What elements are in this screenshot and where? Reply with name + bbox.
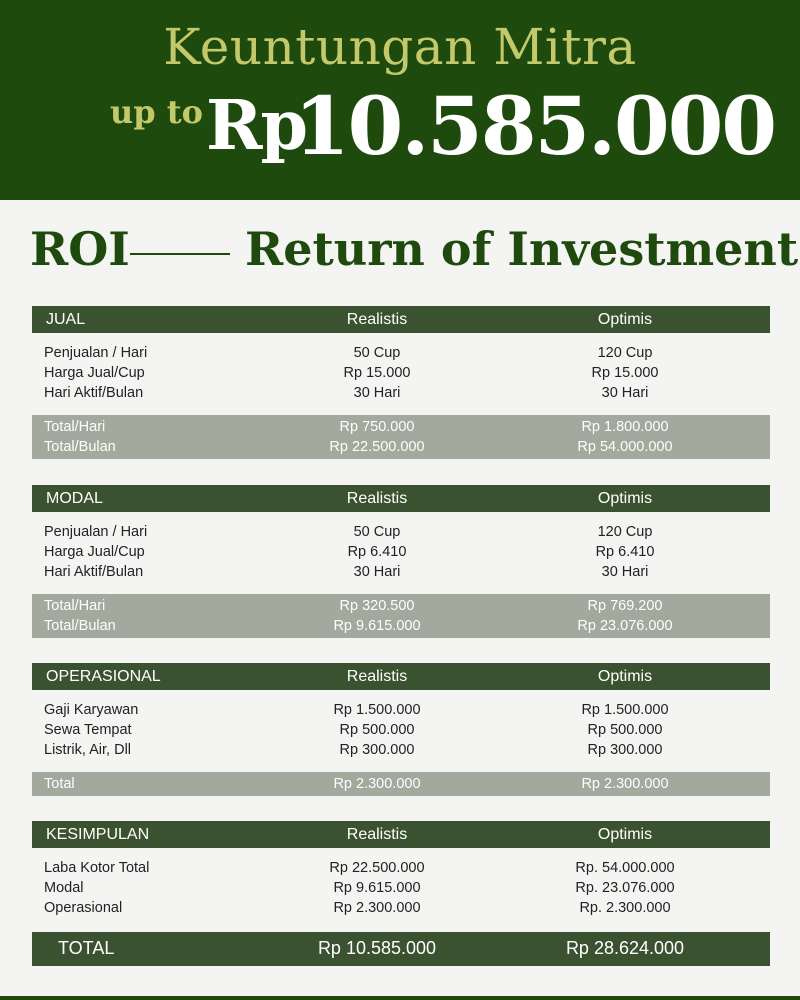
row-label: Listrik, Air, Dll xyxy=(44,742,132,758)
row-optimis: Rp. 2.300.000 xyxy=(579,900,671,916)
hero-banner xyxy=(0,0,800,200)
row-label: Harga Jual/Cup xyxy=(44,365,145,381)
row-realistis: Rp 15.000 xyxy=(343,365,411,381)
row-optimis: 120 Cup xyxy=(597,345,653,361)
banner-currency: Rp xyxy=(206,86,307,166)
row-optimis: 30 Hari xyxy=(601,564,649,580)
row-realistis: 30 Hari xyxy=(353,385,401,401)
header-optimis: Optimis xyxy=(597,490,653,507)
roi-divider xyxy=(130,253,230,255)
total-row xyxy=(32,417,770,437)
total-row xyxy=(32,437,770,457)
roi-short: ROI xyxy=(30,222,130,276)
total-realistis: Rp 2.300.000 xyxy=(333,776,421,792)
total-row xyxy=(32,774,770,794)
total-label: Total/Bulan xyxy=(44,439,116,455)
row-label: Harga Jual/Cup xyxy=(44,544,145,560)
section-header xyxy=(32,306,770,333)
header-label: OPERASIONAL xyxy=(46,668,161,685)
table-row xyxy=(32,898,770,918)
total-block xyxy=(32,415,770,459)
total-realistis: Rp 750.000 xyxy=(339,419,415,435)
section-header xyxy=(32,821,770,848)
section-header xyxy=(32,485,770,512)
row-label: Gaji Karyawan xyxy=(44,702,139,718)
section-jual xyxy=(32,306,770,459)
section-operasional xyxy=(32,663,770,796)
total-label: Total xyxy=(44,776,75,792)
grand-total-optimis: Rp 28.624.000 xyxy=(565,938,685,958)
row-label: Sewa Tempat xyxy=(44,722,132,738)
total-label: Total/Hari xyxy=(44,598,106,614)
table-row xyxy=(32,720,770,740)
roi-heading xyxy=(30,222,799,286)
total-optimis: Rp 2.300.000 xyxy=(581,776,669,792)
total-realistis: Rp 22.500.000 xyxy=(329,439,425,455)
row-label: Hari Aktif/Bulan xyxy=(44,564,144,580)
table-row xyxy=(32,740,770,760)
banner-title: Keuntungan Mitra xyxy=(163,18,637,76)
header-optimis: Optimis xyxy=(597,826,653,843)
bottom-border xyxy=(0,996,800,1000)
total-optimis: Rp 23.076.000 xyxy=(577,618,673,634)
roi-long: Return of Investment xyxy=(245,222,799,276)
table-row xyxy=(32,522,770,542)
row-realistis: Rp 22.500.000 xyxy=(329,860,425,876)
banner-amount: 10.585.000 xyxy=(294,79,776,173)
row-optimis: Rp 300.000 xyxy=(587,742,663,758)
row-optimis: Rp. 23.076.000 xyxy=(575,880,675,896)
header-optimis: Optimis xyxy=(597,668,653,685)
row-realistis: Rp 300.000 xyxy=(339,742,415,758)
row-realistis: Rp 6.410 xyxy=(347,544,407,560)
row-label: Modal xyxy=(44,880,84,896)
row-optimis: Rp 500.000 xyxy=(587,722,663,738)
row-label: Laba Kotor Total xyxy=(44,860,150,876)
grand-total-bar xyxy=(32,932,770,966)
total-block xyxy=(32,594,770,638)
total-label: Total/Hari xyxy=(44,419,106,435)
table-row xyxy=(32,542,770,562)
row-optimis: 30 Hari xyxy=(601,385,649,401)
table-row xyxy=(32,858,770,878)
header-realistis: Realistis xyxy=(346,826,408,843)
row-realistis: Rp 2.300.000 xyxy=(333,900,421,916)
row-realistis: 50 Cup xyxy=(353,345,401,361)
total-realistis: Rp 320.500 xyxy=(339,598,415,614)
table-row xyxy=(32,383,770,403)
header-label: MODAL xyxy=(46,490,103,507)
row-optimis: Rp 15.000 xyxy=(591,365,659,381)
grand-total-label: TOTAL xyxy=(58,938,115,958)
table-row xyxy=(32,343,770,363)
header-realistis: Realistis xyxy=(346,490,408,507)
total-row xyxy=(32,596,770,616)
total-optimis: Rp 54.000.000 xyxy=(577,439,673,455)
total-row xyxy=(32,616,770,636)
row-label: Operasional xyxy=(44,900,123,916)
header-label: JUAL xyxy=(46,311,86,328)
row-realistis: Rp 500.000 xyxy=(339,722,415,738)
total-block xyxy=(32,772,770,796)
row-optimis: Rp 1.500.000 xyxy=(581,702,669,718)
row-realistis: Rp 9.615.000 xyxy=(333,880,421,896)
header-realistis: Realistis xyxy=(346,311,408,328)
row-optimis: 120 Cup xyxy=(597,524,653,540)
header-optimis: Optimis xyxy=(597,311,653,328)
section-kesimpulan xyxy=(32,821,770,918)
row-optimis: Rp 6.410 xyxy=(595,544,655,560)
grand-total-realistis: Rp 10.585.000 xyxy=(317,938,437,958)
row-realistis: 50 Cup xyxy=(353,524,401,540)
row-label: Penjualan / Hari xyxy=(44,345,148,361)
row-label: Hari Aktif/Bulan xyxy=(44,385,144,401)
row-realistis: Rp 1.500.000 xyxy=(333,702,421,718)
row-label: Penjualan / Hari xyxy=(44,524,148,540)
table-row xyxy=(32,363,770,383)
total-realistis: Rp 9.615.000 xyxy=(333,618,421,634)
table-row xyxy=(32,700,770,720)
row-optimis: Rp. 54.000.000 xyxy=(575,860,675,876)
table-row xyxy=(32,562,770,582)
section-header xyxy=(32,663,770,690)
total-optimis: Rp 769.200 xyxy=(587,598,663,614)
header-label: KESIMPULAN xyxy=(46,826,150,843)
row-realistis: 30 Hari xyxy=(353,564,401,580)
header-realistis: Realistis xyxy=(346,668,408,685)
total-label: Total/Bulan xyxy=(44,618,116,634)
section-modal xyxy=(32,485,770,638)
table-row xyxy=(32,878,770,898)
banner-prefix: up to xyxy=(110,93,203,131)
total-optimis: Rp 1.800.000 xyxy=(581,419,669,435)
